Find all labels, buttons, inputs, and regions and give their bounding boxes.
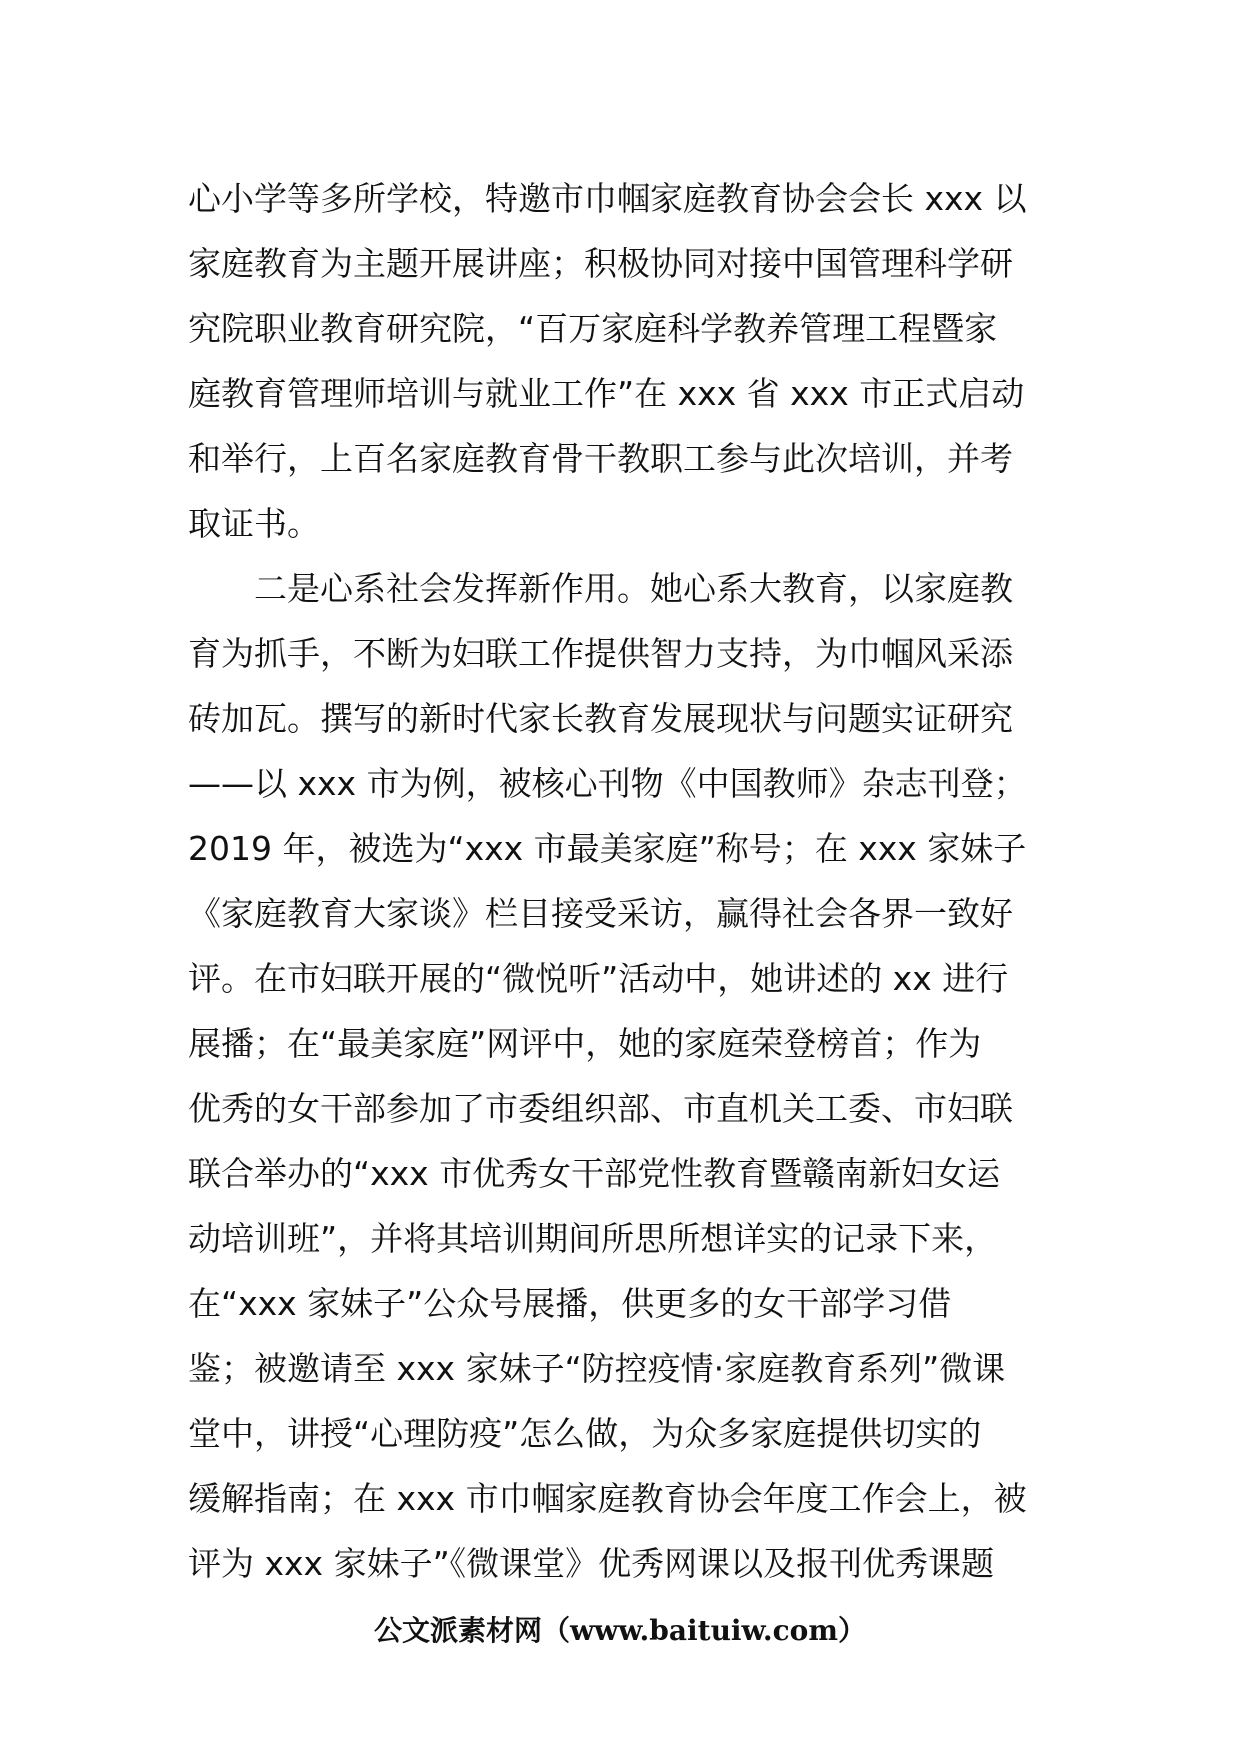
text-line: 《家庭教育大家谈》栏目接受采访，赢得社会各界一致好 [188,894,1013,933]
text-line: 取证书。 [188,504,320,543]
text-line: 砖加瓦。撰写的新时代家长教育发展现状与问题实证研究 [188,699,1013,738]
text-line: 家庭教育为主题开展讲座；积极协同对接中国管理科学研 [188,244,1013,283]
text-line: 育为抓手，不断为妇联工作提供智力支持，为巾帼风采添 [188,634,1013,673]
paragraph-start-line: 二是心系社会发挥新作用。她心系大教育，以家庭教 [254,569,1013,608]
text-line: 优秀的女干部参加了市委组织部、市直机关工委、市妇联 [188,1089,1013,1128]
text-line: 展播；在“最美家庭”网评中，她的家庭荣登榜首；作为 [188,1024,982,1063]
text-line: 堂中，讲授“心理防疫”怎么做，为众多家庭提供切实的 [188,1414,982,1453]
text-line: 庭教育管理师培训与就业工作”在 xxx 省 xxx 市正式启动 [188,374,1025,413]
text-line: 评。在市妇联开展的“微悦听”活动中，她讲述的 xx 进行 [188,959,1009,998]
text-line: 鉴；被邀请至 xxx 家妹子“防控疫情·家庭教育系列”微课 [188,1349,1006,1388]
text-line: 心小学等多所学校，特邀市巾帼家庭教育协会会长 xxx 以 [188,179,1027,218]
text-line: 评为 xxx 家妹子”《微课堂》优秀网课以及报刊优秀课题 [188,1544,995,1583]
body-text [188,166,1058,1596]
footer-watermark: 公文派素材网（www.baituiw.com） [374,1614,866,1647]
text-line: 动培训班”，并将其培训期间所思所想详实的记录下来， [188,1219,998,1258]
text-line: 和举行，上百名家庭教育骨干教职工参与此次培训，并考 [188,439,1013,478]
text-line: 缓解指南；在 xxx 市巾帼家庭教育协会年度工作会上，被 [188,1479,1027,1518]
text-line: 2019 年，被选为“xxx 市最美家庭”称号；在 xxx 家妹子 [188,829,1027,868]
text-line: 联合举办的“xxx 市优秀女干部党性教育暨赣南新妇女运 [188,1154,1001,1193]
text-line: 究院职业教育研究院，“百万家庭科学教养管理工程暨家 [188,309,998,348]
text-line: ——以 xxx 市为例，被核心刊物《中国教师》杂志刊登； [188,764,1027,803]
text-line: 在“xxx 家妹子”公众号展播，供更多的女干部学习借 [188,1284,952,1323]
